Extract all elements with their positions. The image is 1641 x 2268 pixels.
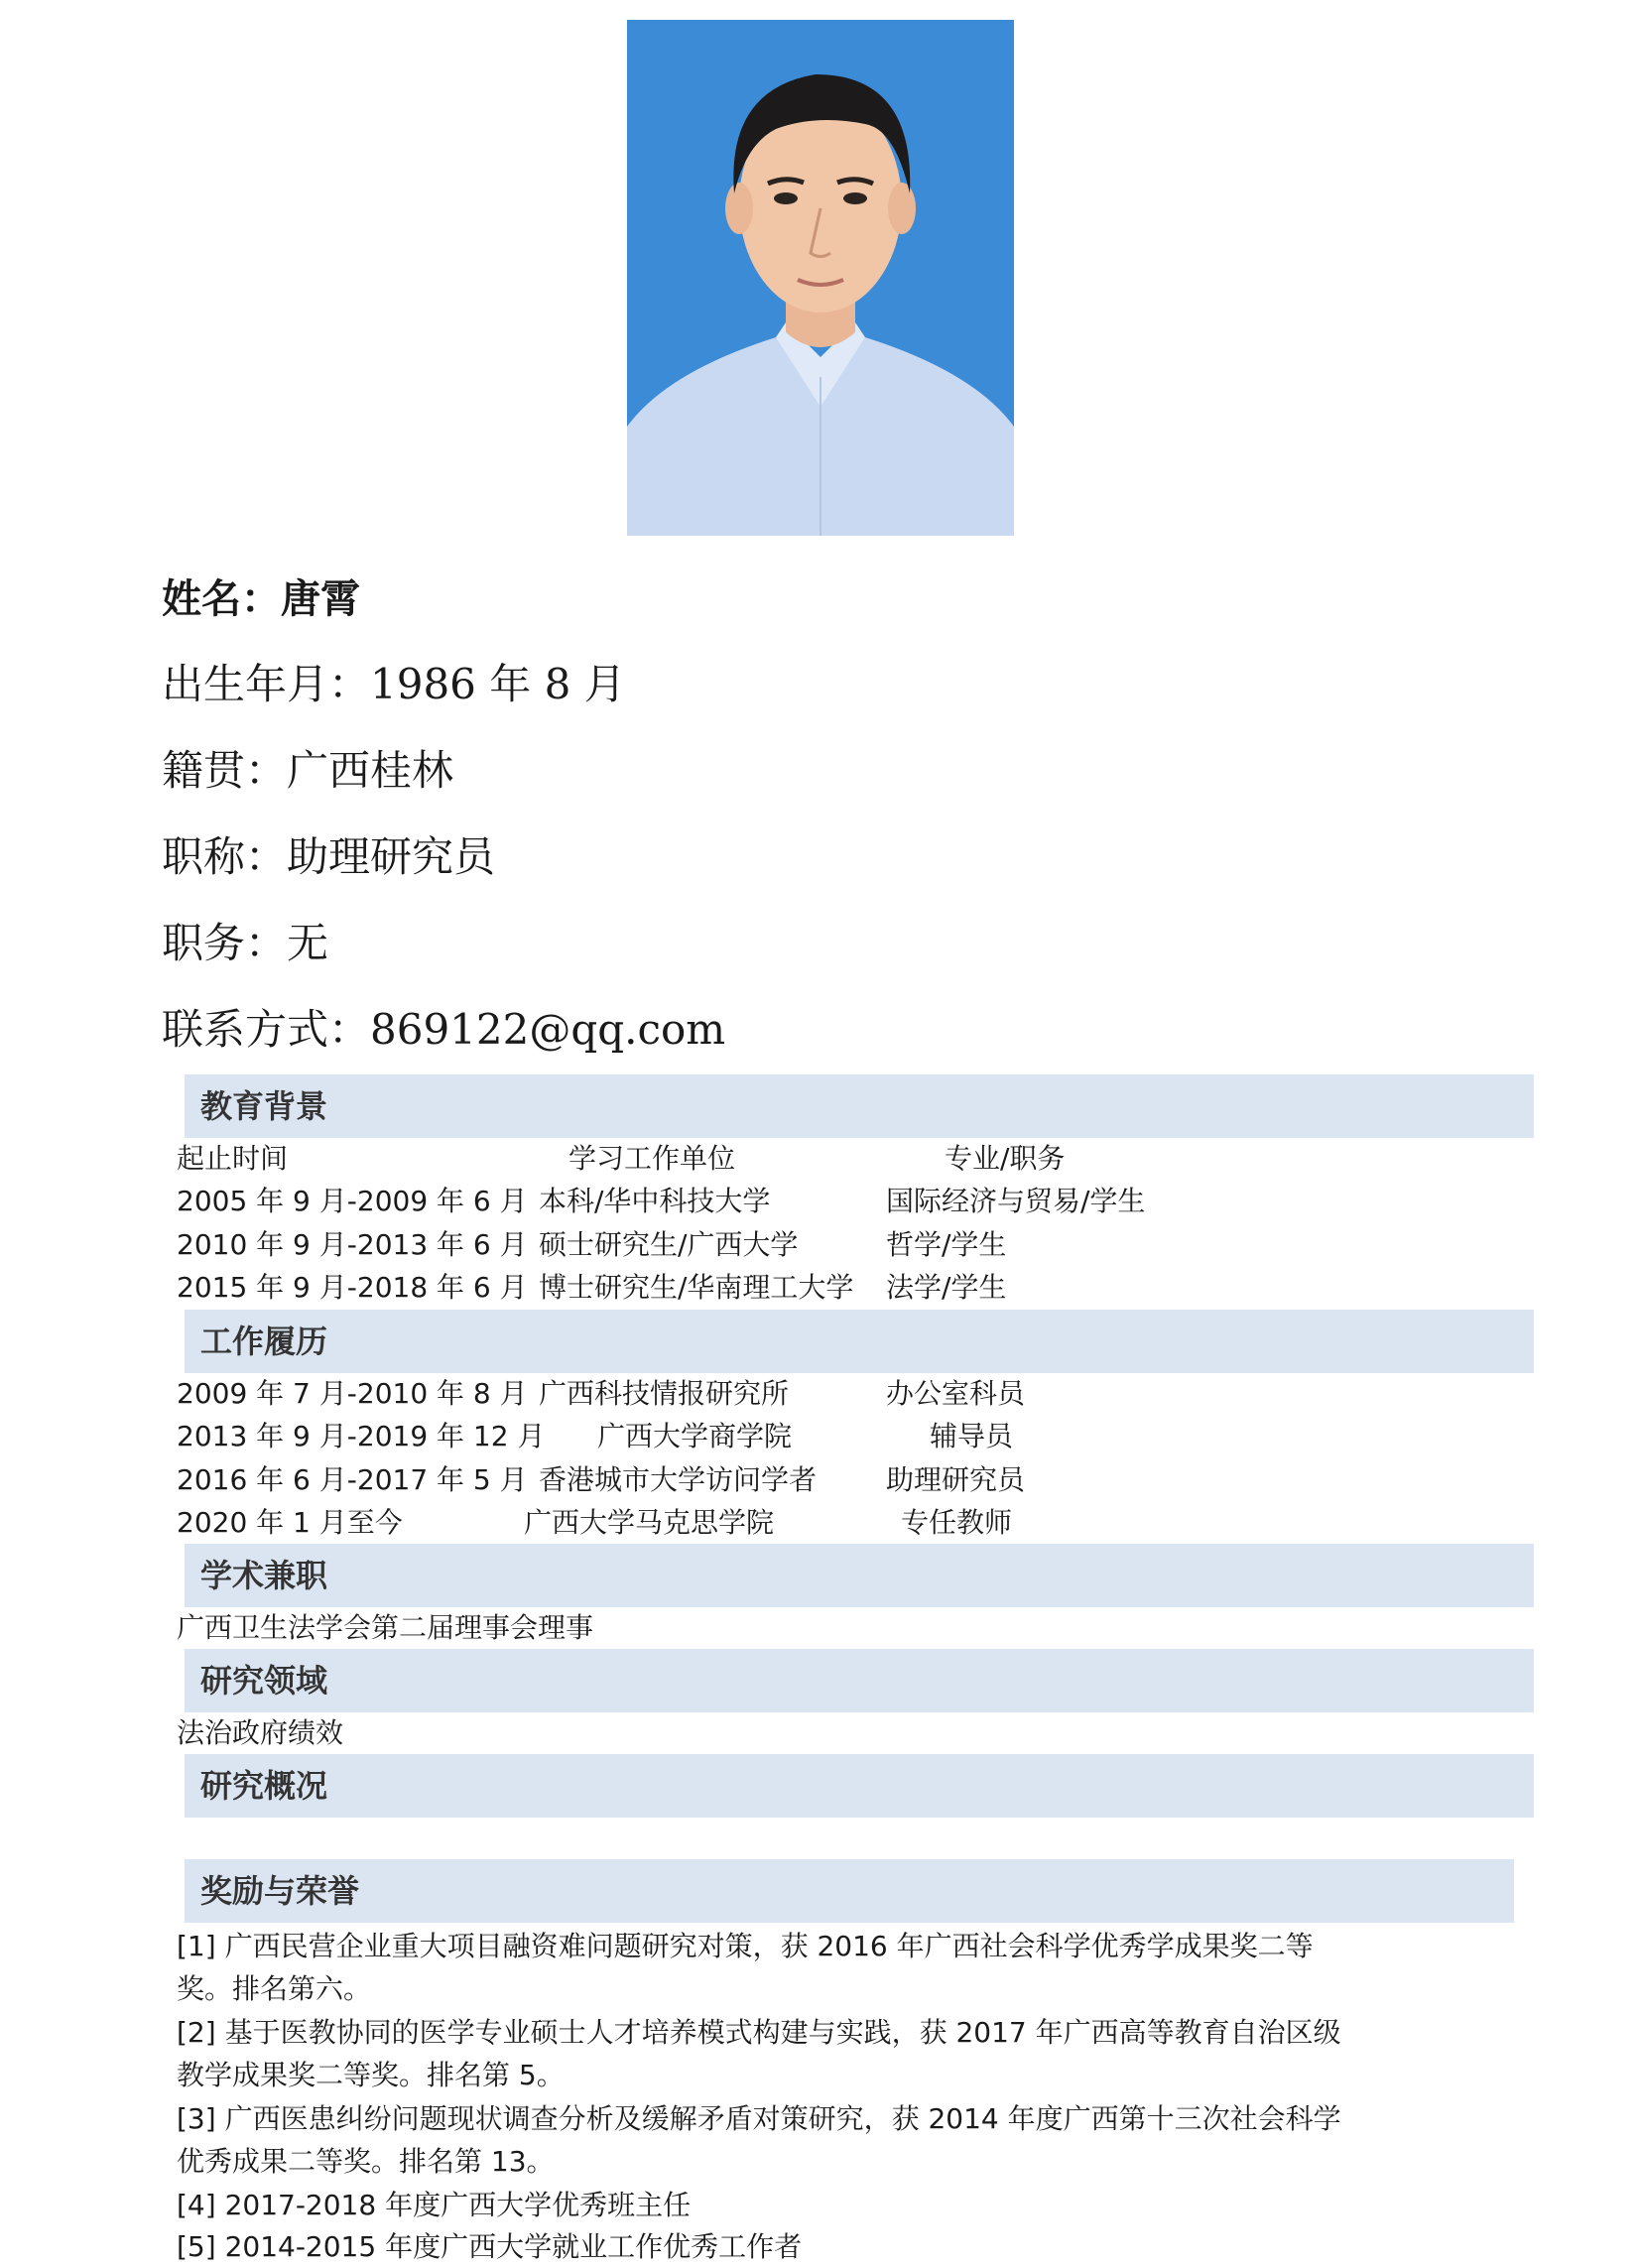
name-label: 姓名： (162, 576, 281, 622)
post-line (162, 918, 328, 969)
research-overview-section-header (185, 1754, 1534, 1818)
work-row-2-role: 辅导员 (930, 1420, 1014, 1452)
award-5-line-1: [5] 2014-2015 年度广西大学就业工作优秀工作者 (177, 2230, 803, 2263)
education-row-3-period: 2015 年 9 月-2018 年 6 月 (177, 1271, 528, 1304)
job-title-label: 职称： (162, 832, 288, 881)
birth-line (162, 659, 626, 710)
education-heading: 教育背景 (200, 1087, 328, 1125)
education-section-header (185, 1074, 1534, 1138)
job-title-line (162, 831, 495, 883)
education-row-3-unit: 博士研究生/华南理工大学 (539, 1271, 854, 1304)
work-row-3-unit: 香港城市大学访问学者 (539, 1463, 818, 1496)
award-item-1 (177, 1925, 1397, 2010)
award-2-line-1: [2] 基于医教协同的医学专业硕士人才培养模式构建与实践，获 2017 年广西高等教育自治区级 (177, 2016, 1341, 2049)
contact-line (162, 1004, 725, 1056)
education-row-1-major: 国际经济与贸易/学生 (886, 1185, 1146, 1217)
work-row-1-unit: 广西科技情报研究所 (539, 1377, 790, 1410)
work-row-3-role: 助理研究员 (886, 1463, 1026, 1496)
award-4-line-1: [4] 2017-2018 年度广西大学优秀班主任 (177, 2189, 692, 2221)
work-row-2-unit: 广西大学商学院 (597, 1420, 793, 1452)
work-row-4-role: 专任教师 (901, 1506, 1013, 1539)
job-title-value: 助理研究员 (287, 832, 496, 881)
award-3-line-2: 优秀成果二等奖。排名第 13。 (177, 2145, 555, 2178)
education-col-major: 专业/职务 (945, 1142, 1066, 1175)
education-row-2-period: 2010 年 9 月-2013 年 6 月 (177, 1228, 528, 1261)
award-item-3 (177, 2097, 1397, 2183)
portrait-photo (627, 20, 1014, 536)
research-field-text: 法治政府绩效 (177, 1716, 344, 1749)
post-label: 职务： (162, 919, 288, 967)
research-overview-heading: 研究概况 (200, 1767, 328, 1805)
contact-value: 869122@qq.com (370, 1005, 726, 1054)
award-item-4 (177, 2184, 1397, 2226)
work-row-4-unit: 广西大学马克思学院 (524, 1506, 775, 1539)
origin-label: 籍贯： (162, 746, 288, 795)
birth-label: 出生年月： (162, 660, 371, 708)
name-line (162, 573, 360, 625)
education-row-2-unit: 硕士研究生/广西大学 (539, 1228, 799, 1261)
contact-label: 联系方式： (162, 1005, 371, 1054)
name-value: 唐霄 (281, 576, 360, 622)
work-row-1-role: 办公室科员 (886, 1377, 1026, 1410)
academic-text: 广西卫生法学会第二届理事会理事 (177, 1611, 594, 1644)
awards-section-header (185, 1859, 1514, 1923)
work-row-2-period: 2013 年 9 月-2019 年 12 月 (177, 1420, 546, 1452)
origin-line (162, 745, 453, 797)
work-row-1-period: 2009 年 7 月-2010 年 8 月 (177, 1377, 528, 1410)
education-col-unit: 学习工作单位 (568, 1142, 736, 1175)
academic-section-header (185, 1544, 1534, 1607)
work-row-4-period: 2020 年 1 月至今 (177, 1506, 403, 1539)
research-field-section-header (185, 1649, 1534, 1712)
education-row-1-unit: 本科/华中科技大学 (539, 1185, 771, 1217)
awards-heading: 奖励与荣誉 (200, 1872, 360, 1910)
academic-heading: 学术兼职 (200, 1557, 328, 1594)
education-col-period: 起止时间 (177, 1142, 289, 1175)
post-value: 无 (287, 919, 329, 967)
award-item-2 (177, 2011, 1397, 2096)
research-field-heading: 研究领域 (200, 1662, 328, 1700)
work-row-3-period: 2016 年 6 月-2017 年 5 月 (177, 1463, 528, 1496)
origin-value: 广西桂林 (287, 746, 454, 795)
birth-value: 1986 年 8 月 (370, 660, 626, 708)
award-1-line-1: [1] 广西民营企业重大项目融资难问题研究对策，获 2016 年广西社会科学优秀学成果奖二等 (177, 1930, 1314, 1962)
work-heading: 工作履历 (200, 1323, 328, 1360)
education-row-2-major: 哲学/学生 (886, 1228, 1007, 1261)
award-3-line-1: [3] 广西医患纠纷问题现状调查分析及缓解矛盾对策研究，获 2014 年度广西第十三次社会科学 (177, 2102, 1341, 2135)
work-section-header (185, 1310, 1534, 1373)
award-1-line-2: 奖。排名第六。 (177, 1972, 372, 2005)
education-row-3-major: 法学/学生 (886, 1271, 1007, 1304)
education-row-1-period: 2005 年 9 月-2009 年 6 月 (177, 1185, 528, 1217)
award-2-line-2: 教学成果奖二等奖。排名第 5。 (177, 2059, 565, 2091)
